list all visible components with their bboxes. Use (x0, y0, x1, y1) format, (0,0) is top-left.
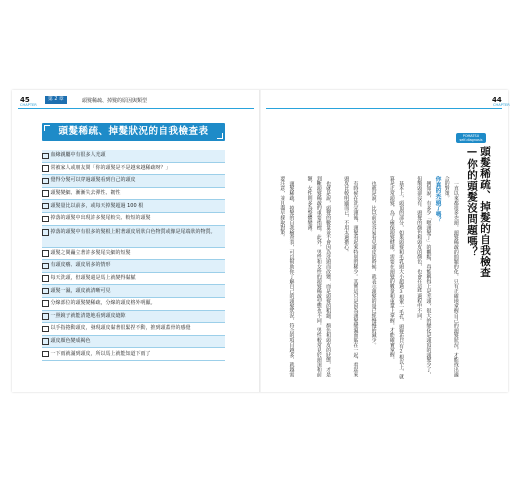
chapter-title: 頭髮稀疏、掉髮的原因與類型 (82, 98, 148, 104)
checkbox[interactable] (42, 275, 49, 282)
checklist-item-text: 覺得分髮可以穿過頭髮看到自己的頭皮 (50, 177, 136, 184)
checkbox[interactable] (42, 338, 49, 345)
checklist-item[interactable] (42, 348, 225, 361)
body-paragraph: 也就是說，比以前更容易看見頭皮的時候，就表示頭髮的量已經慢慢的減少。 (370, 180, 377, 348)
checklist-item-text: 頭髮變細、漸漸失去彈性、韌性 (50, 190, 121, 197)
checklist-item[interactable] (42, 175, 225, 188)
checkbox[interactable] (42, 203, 49, 210)
body-text (268, 176, 460, 381)
section-title-line-1: 頭髮稀疏、掉髮的自我檢查 (479, 146, 491, 278)
section-title (465, 146, 491, 286)
checklist-item[interactable] (42, 311, 225, 324)
header-rule (18, 108, 254, 109)
checkbox[interactable] (42, 153, 49, 160)
checkbox[interactable] (42, 250, 49, 257)
body-paragraph: 例如說，有多少「嗯頭髮了」的觀點，真能稱得上是禿頭，很大的變化是頭頂的頭髮少了，但額頭卻沒有。頭髮的顏色和頭皮的顏色，也會在這些過程中不同。 (416, 176, 432, 377)
checklist-item-text: 一下雨就滿到頭皮，所以馬上就能知道下雨了 (50, 350, 151, 357)
checklist-item[interactable] (42, 188, 225, 201)
series-logo (456, 133, 486, 143)
right-page-number: 44 (492, 96, 502, 104)
checklist-item[interactable] (42, 336, 225, 349)
checkbox[interactable] (42, 326, 49, 333)
checkbox[interactable] (42, 351, 49, 358)
checklist-item-text: 分線部位的頭髮變稀疏，分線的頭皮格外明顯。 (50, 300, 156, 307)
checklist-item[interactable] (42, 298, 225, 311)
left-page-label: CHAPTER (20, 103, 37, 107)
checklist-item-text: 掉落的頭髮中有很多的髮根上附著頭皮屑狀白色物質或像是尾端狀的物質。 (50, 228, 216, 235)
checklist-item-text: 頭髮之間矗立著許多髮尾尖細的短髮 (50, 249, 131, 256)
checklist-item[interactable] (42, 226, 225, 248)
checkbox[interactable] (42, 216, 49, 223)
left-page-number: 45 (20, 96, 30, 104)
checkbox[interactable] (42, 165, 49, 172)
checklist-item-text: 頭皮顏色變成褐色 (50, 338, 91, 345)
checklist-item-text: 血緣親屬中有很多人禿頭 (50, 152, 106, 159)
subheading: 你真的禿頭了嗎？ (434, 176, 440, 223)
checklist-item-text: 一照鏡子就能清楚地看到頭皮縫隙 (50, 312, 126, 319)
body-paragraph: 一直以來都很多禿頭，頭髮稀疏的問題的化，只有正確地掌握自己的頭髮狀況，才能找出適合的對策。 (443, 176, 459, 377)
right-page (260, 90, 508, 392)
header-rule (266, 108, 502, 109)
checkbox[interactable] (42, 178, 49, 185)
checklist-title: 頭髮稀疏、掉髮狀況的自我檢查表 (58, 126, 209, 137)
checklist-item-text: 掉落的頭髮中出現許多髮尾較尖、較短的頭髮 (50, 215, 151, 222)
checklist-item-text: 每天洗頭，但頭髮還是馬上就變得黏膩 (50, 275, 136, 282)
checklist-item[interactable] (42, 248, 225, 261)
checklist-item-text: 有頭皮癢、頭皮屑多的情形 (50, 262, 111, 269)
checklist-item[interactable] (42, 323, 225, 336)
section-title-line-2: —你的頭髮沒問題嗎？ (466, 146, 478, 258)
checklist-item[interactable] (42, 163, 225, 176)
left-page (12, 90, 260, 392)
body-paragraph: 頭髮稀疏、掉髮的自我檢查表，可以幫助你了解自己的頭髮狀況，符合的項目越多，就越需要注意，並且盡早採取對策。 (279, 176, 295, 377)
checklist-item[interactable] (42, 260, 225, 273)
checklist-item-text: 頭髮量比以前多，或每天掉髮超過 100 根 (50, 202, 144, 209)
checklist-item[interactable] (42, 213, 225, 226)
checklist-item[interactable] (42, 200, 225, 213)
logo-line-2: self-diagnosis (459, 138, 483, 142)
checkbox[interactable] (42, 190, 49, 197)
body-paragraph: 有時候在洗完頭後，頭髮看起來特別的稀少。其實這只是因為頭髮變濕而貼在一起，看起來頭皮比較明顯而已，不用太過擔心。 (343, 176, 359, 377)
body-paragraph: 基本上，頭頂的部分，如果頭髮和毛乳頭大小超過3根單一毛孔，頭髮也只有2根以上，就算是正常頭髮。為了確保頭髮健康，需要在頭髮的數量和重量上掌握，才能確實掌握。 (388, 176, 405, 380)
body-paragraph: 也就是說，頭髮的數量並不會因為洗頭而改變，而是頭髮的粗細、顏色和頭皮的狀態，才是判斷頭髮稀疏的重要指標。此外，男性和女性的頭髮稀疏型態也不同，男性較常見於頭頂和前額，女性則多為整體變薄。 (306, 176, 332, 377)
book-spread (12, 90, 508, 392)
checkbox[interactable] (42, 288, 49, 295)
checklist-item-text: 頭髮一濕，頭皮就清晰可見 (50, 287, 111, 294)
checklist-item-text: 以手指捲動頭皮，發現頭皮黏著很緊捏不動，推到頭蓋骨的感覺 (50, 325, 191, 332)
checklist-item-text: 常被家人或朋友問「你的頭髮是不是越來越稀疏呀？」 (50, 164, 171, 171)
checkbox[interactable] (42, 263, 49, 270)
checklist-banner (42, 123, 225, 141)
chapter-label: 第 2 章 (45, 96, 67, 104)
checklist (42, 150, 225, 361)
checklist-item[interactable] (42, 285, 225, 298)
logo-line-1: POMATSU (462, 133, 480, 138)
checkbox[interactable] (42, 229, 49, 236)
checklist-item[interactable] (42, 273, 225, 286)
checklist-item[interactable] (42, 150, 225, 163)
right-page-label: CHAPTER (493, 103, 510, 107)
checkbox[interactable] (42, 313, 49, 320)
checkbox[interactable] (42, 300, 49, 307)
